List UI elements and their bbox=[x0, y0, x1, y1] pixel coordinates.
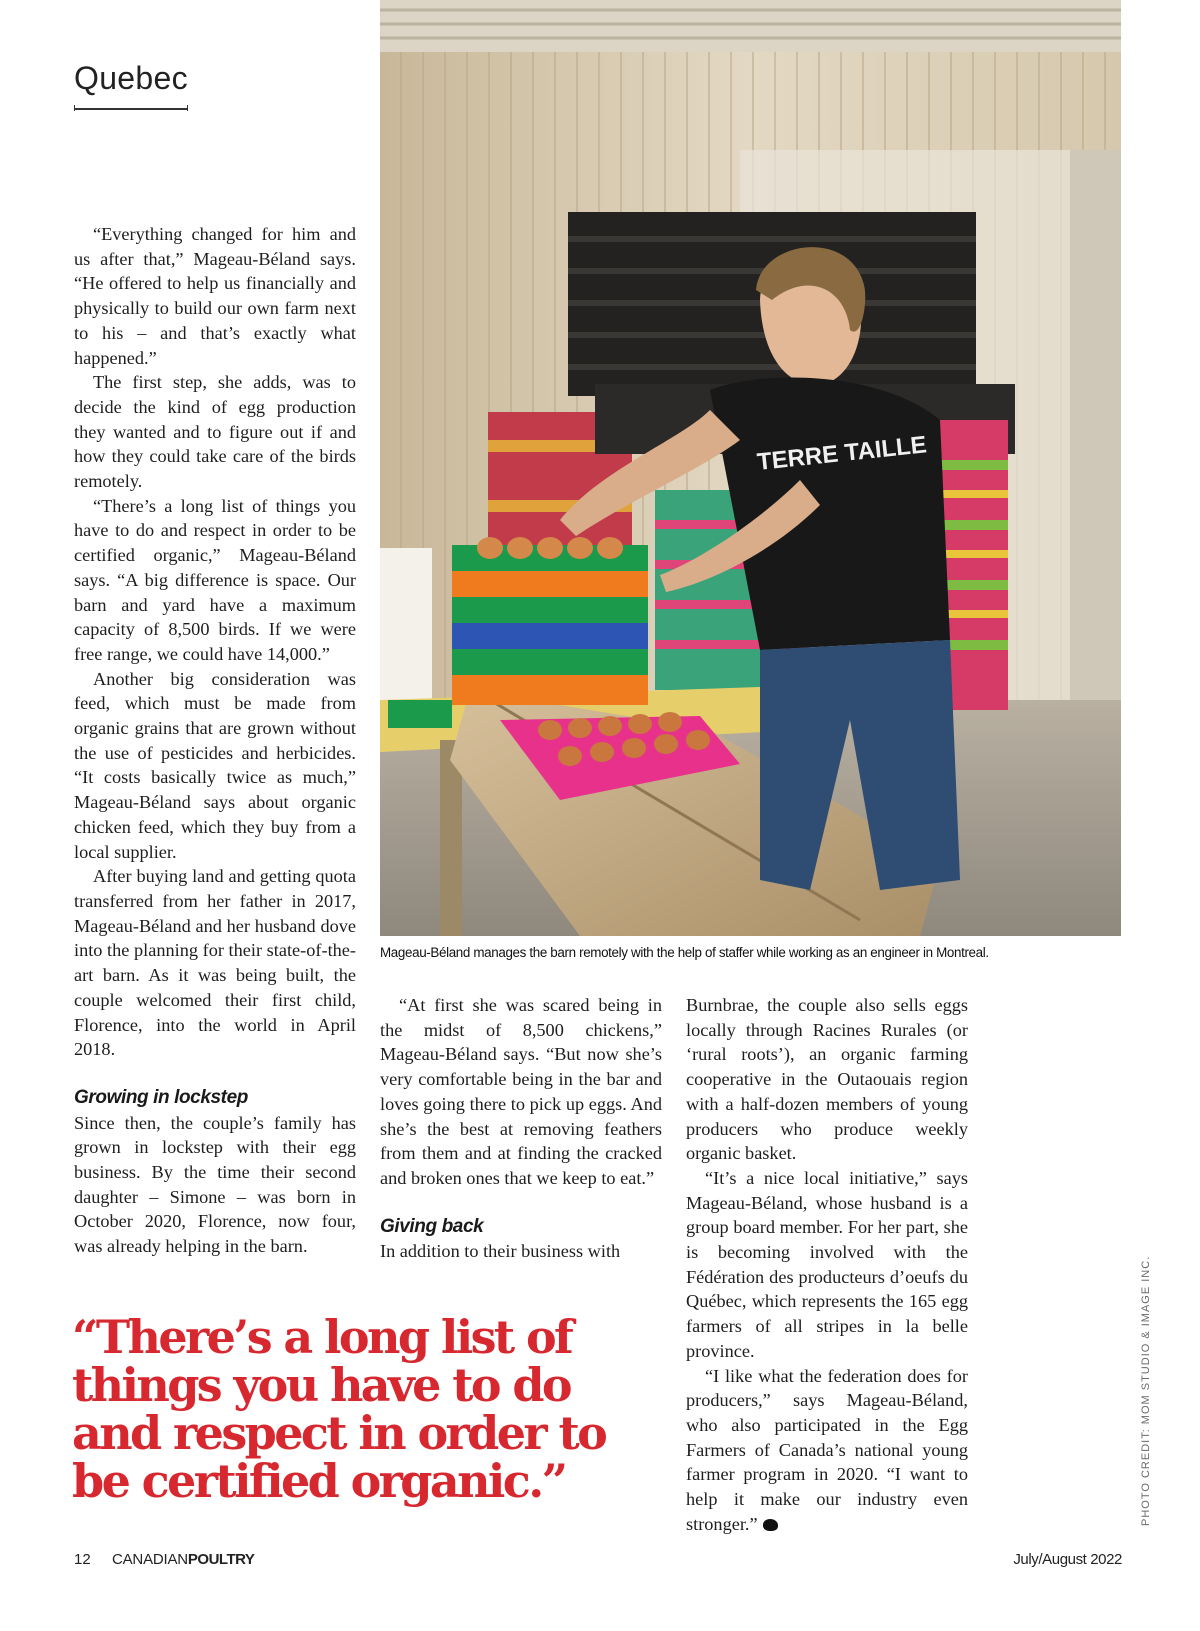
paragraph: “At first she was scared being in the midst of 8,500 chickens,” Mageau-Béland says. “But now she’s very comfortable being in the bar and loves going there to pick up eggs. And she’s the best at removing feathers from them and at finding the cracked and broken ones that we keep to eat.” bbox=[380, 995, 662, 1188]
paragraph: In addition to their business with bbox=[380, 1241, 621, 1262]
paragraph: After buying land and getting quota transferred from her father in 2017, Mageau-Béland and her husband dove into the planning for their state-of-the-art barn. As it was being built, the couple welcomed their first child, Florence, into the world in April 2018. bbox=[74, 866, 356, 1060]
paragraph: “There’s a long list of things you have to do and respect in order to be certified organic,” Mageau-Béland says. “A big difference is space. Our barn and yard have a maximum capacity of 8,500 birds. If we were free range, we could have 14,000.” bbox=[74, 495, 356, 664]
article-column-3 bbox=[686, 993, 968, 1536]
paragraph bbox=[686, 1364, 968, 1537]
section-divider bbox=[74, 108, 188, 110]
article-photo bbox=[380, 0, 1121, 936]
article-column-1 bbox=[74, 222, 356, 1259]
subheading-growing: Growing in lockstep bbox=[74, 1086, 248, 1108]
issue-date: July/August 2022 bbox=[1013, 1551, 1122, 1568]
paragraph: Since then, the couple’s family has grown in lockstep with their egg business. By the time their second daughter – Simone – was born in October 2020, Florence, now four, was already helping in the barn. bbox=[74, 1112, 356, 1257]
magazine-title: POULTRY bbox=[187, 1551, 255, 1568]
end-mark-icon bbox=[763, 1519, 778, 1531]
paragraph: “It’s a nice local initiative,” says Mageau-Béland, whose husband is a group board member. For her part, she is becoming involved with the Fédération des producteurs d’oeufs du Québec, which represents the 165 egg farmers of all stripes in la belle province. bbox=[686, 1167, 968, 1361]
article-column-2 bbox=[380, 993, 662, 1264]
section-label: Quebec bbox=[74, 60, 188, 96]
paragraph-text: “I like what the federation does for producers,” says Mageau-Béland, who also participated in the Egg Farmers of Canada’s national young farmer program in 2020. “I want to help it make our industry even stronger.” bbox=[686, 1365, 968, 1534]
magazine-prefix: CANADIAN bbox=[112, 1551, 188, 1568]
page-number: 12 bbox=[74, 1551, 91, 1568]
photo-credit: PHOTO CREDIT: MOM STUDIO & IMAGE INC. bbox=[1140, 1255, 1152, 1526]
magazine-name bbox=[112, 1551, 254, 1568]
shirt-graphic: TERRE TAILLE bbox=[755, 431, 928, 476]
paragraph: Burnbrae, the couple also sells eggs locally through Racines Rurales (or ‘rural roots’), an organic farming cooperative in the Outaouais region with a half-dozen members of young producers who produce weekly organic basket. bbox=[686, 995, 968, 1164]
paragraph: Another big consideration was feed, which must be made from organic grains that are grown without the use of pesticides and herbicides. “It costs basically twice as much,” Mageau-Béland says about organic chicken feed, which they buy from a local supplier. bbox=[74, 668, 356, 862]
paragraph: “Everything changed for him and us after that,” Mageau-Béland says. “He offered to help us financially and physically to build our own farm next to his – and that’s exactly what happened.” bbox=[74, 224, 356, 368]
subheading-giving-back: Giving back bbox=[380, 1215, 484, 1237]
paragraph: The first step, she adds, was to decide the kind of egg production they wanted and to figure out if and how they could take care of the birds remotely. bbox=[74, 372, 356, 492]
photo-caption: Mageau-Béland manages the barn remotely with the help of staffer while working as an engineer in Montreal. bbox=[380, 945, 989, 960]
pull-quote: “There’s a long list of things you have to do and respect in order to be certified organic.” bbox=[72, 1310, 606, 1508]
